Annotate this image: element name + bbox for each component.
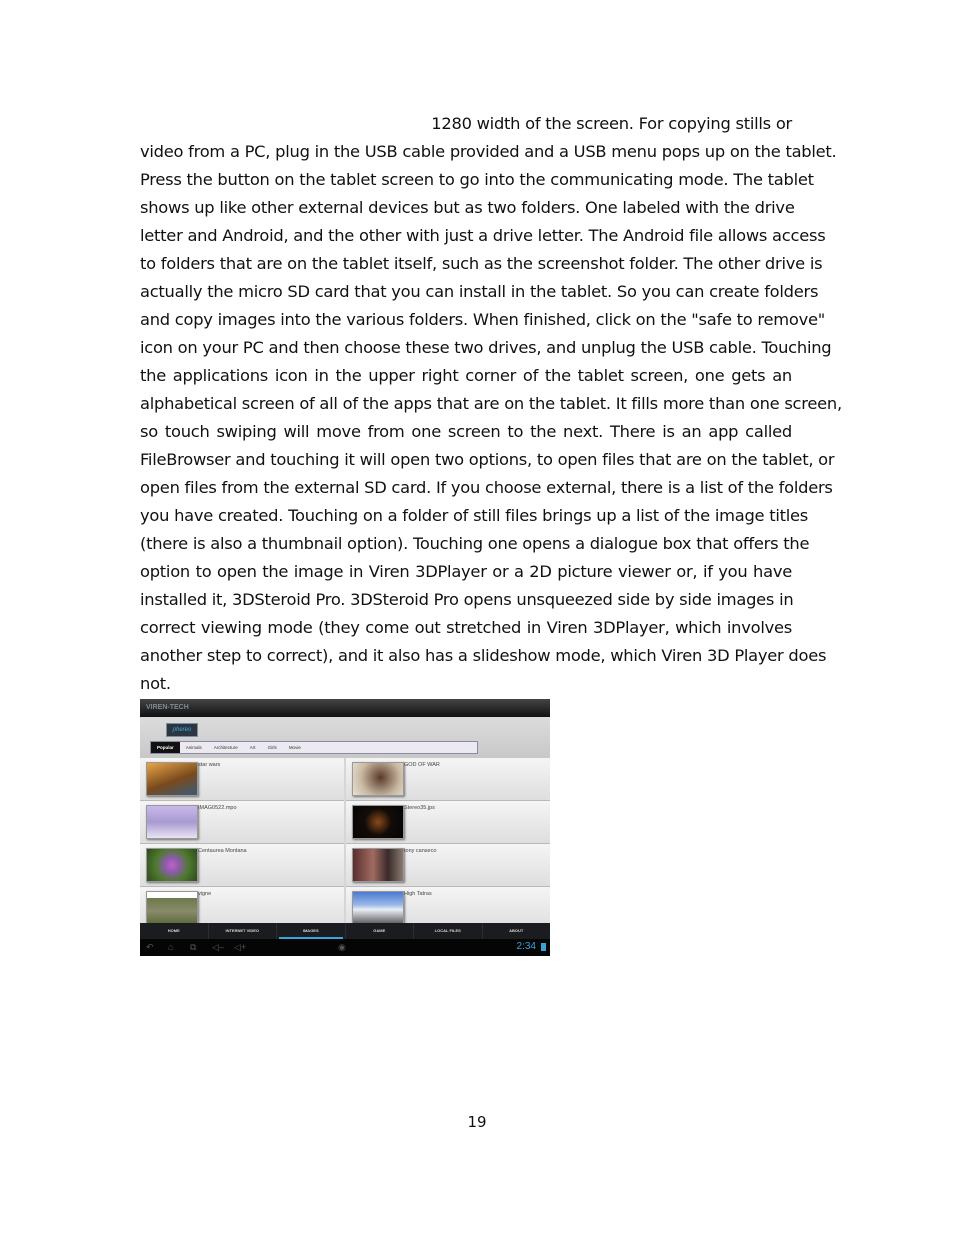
body-text: [140, 110, 842, 698]
image-item[interactable]: [140, 844, 344, 887]
tab-game[interactable]: GAME: [346, 923, 415, 939]
app-title-bar: VIREN-TECH: [140, 699, 550, 717]
volume-up-icon[interactable]: ◁+: [234, 942, 247, 952]
text-line: FileBrowser and touching it will open two options, to open files that are on the tablet, or: [140, 450, 835, 469]
category-tab-girls[interactable]: Girls: [267, 745, 277, 750]
text-line: another step to correct), and it also has a slideshow mode, which Viren 3D Player does: [140, 646, 827, 665]
thumbnail-flower: [146, 848, 198, 882]
thumbnail-dark: [352, 805, 404, 839]
image-title: vigne: [198, 891, 212, 897]
text-line: shows up like other external devices but as two folders. One labeled with the drive: [140, 198, 795, 217]
battery-icon: [541, 943, 546, 951]
image-title: tony canseco: [404, 848, 437, 854]
category-tab-art[interactable]: Art: [249, 745, 256, 750]
image-item[interactable]: [346, 844, 550, 887]
image-title: star wars: [198, 762, 221, 768]
image-title: Centaurea Montana: [198, 848, 247, 854]
text-line: 1280 width of the screen. For copying stills or: [431, 114, 792, 133]
image-title: GOD OF WAR: [404, 762, 440, 768]
thumbnail-god-of-war: [352, 762, 404, 796]
image-item[interactable]: [346, 801, 550, 844]
text-line: to folders that are on the tablet itself, such as the screenshot folder. The other drive is: [140, 254, 823, 273]
text-line: installed it, 3DSteroid Pro. 3DSteroid Pro opens unsqueezed side by side images in: [140, 590, 794, 609]
text-line: option to open the image in Viren 3DPlayer or a 2D picture viewer or, if you have: [140, 562, 792, 581]
category-tab-animals[interactable]: Animals: [185, 745, 202, 750]
text-line: so touch swiping will move from one screen to the next. There is an app called: [140, 422, 792, 441]
app-header: [140, 717, 550, 758]
image-title: IMAG0522.mpo: [198, 805, 237, 811]
image-title: Stereo35.jps: [404, 805, 435, 811]
page-number: 19: [467, 1113, 487, 1131]
image-grid: [140, 758, 550, 923]
text-line: open files from the external SD card. If you choose external, there is a list of the folders: [140, 478, 833, 497]
tab-local-files[interactable]: LOCAL FILES: [414, 923, 483, 939]
category-tab-movie[interactable]: Movie: [288, 745, 301, 750]
screenshot-icon[interactable]: ◉: [338, 942, 346, 952]
image-item[interactable]: [140, 801, 344, 844]
text-line: and copy images into the various folders. When finished, click on the "safe to remove": [140, 310, 825, 329]
image-item[interactable]: [346, 758, 550, 801]
image-item[interactable]: [140, 758, 344, 801]
text-line: alphabetical screen of all of the apps that are on the tablet. It fills more than one screen,: [140, 394, 842, 413]
text-line: (there is also a thumbnail option). Touching one opens a dialogue box that offers the: [140, 534, 810, 553]
tablet-screenshot: [140, 699, 550, 956]
tab-about[interactable]: ABOUT: [509, 928, 524, 933]
image-title: High Tatras: [404, 891, 432, 897]
text-line: actually the micro SD card that you can install in the tablet. So you can create folders: [140, 282, 819, 301]
thumbnail-room: [352, 848, 404, 882]
text-line: video from a PC, plug in the USB cable provided and a USB menu pops up on the tablet.: [140, 142, 837, 161]
thumbnail-snow: [146, 805, 198, 839]
clock: 2:34: [516, 941, 536, 952]
tab-images[interactable]: IMAGES: [277, 923, 346, 939]
volume-down-icon[interactable]: ◁–: [212, 942, 224, 952]
system-bar: [140, 939, 550, 956]
thumbnail-mountains: [352, 891, 404, 925]
home-icon[interactable]: ⌂: [168, 942, 174, 952]
category-tab-architecture[interactable]: Architecture: [213, 745, 238, 750]
text-line: you have created. Touching on a folder of still files brings up a list of the image titles: [140, 506, 809, 525]
category-bar: [150, 741, 478, 754]
text-line: the applications icon in the upper right corner of the tablet screen, one gets an: [140, 366, 792, 385]
thumbnail-vineyard: [146, 891, 198, 925]
tab-home[interactable]: HOME: [140, 923, 209, 939]
recent-apps-icon[interactable]: ⧉: [190, 942, 197, 952]
phereo-logo: phereo: [166, 723, 198, 737]
text-line: Press the button on the tablet screen to go into the communicating mode. The tablet: [140, 170, 814, 189]
bottom-tab-bar: [140, 923, 550, 939]
tab-internet-video[interactable]: INTERNET VIDEO: [209, 923, 278, 939]
text-line: not.: [140, 674, 171, 693]
text-line: letter and Android, and the other with just a drive letter. The Android file allows access: [140, 226, 826, 245]
category-tab-popular[interactable]: Popular: [151, 742, 180, 753]
text-line: icon on your PC and then choose these two drives, and unplug the USB cable. Touching: [140, 338, 832, 357]
text-line: correct viewing mode (they come out stretched in Viren 3DPlayer, which involves: [140, 618, 792, 637]
back-icon[interactable]: ↶: [146, 942, 154, 952]
thumbnail-star-wars: [146, 762, 198, 796]
